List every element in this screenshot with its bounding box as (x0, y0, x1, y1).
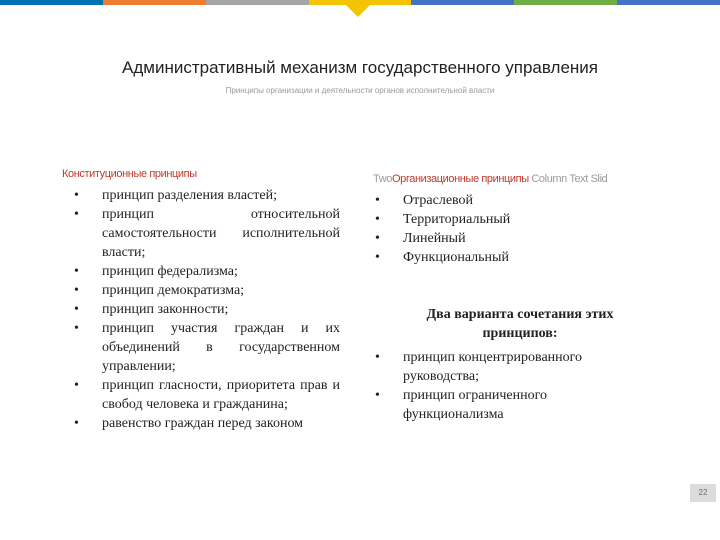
list-item: • Территориальный (375, 210, 635, 229)
list-item: • принцип ограниченного функционализма (375, 386, 635, 424)
combination-list (375, 348, 635, 424)
slide-subtitle: Принципы организации и деятельности органов исполнительной власти (225, 86, 495, 95)
list-item: • принцип гласности, приоритета прав и свобод человека и гражданина; (74, 376, 340, 414)
list-item: • равенство граждан перед законом (74, 414, 340, 433)
left-principles-list (74, 186, 340, 433)
list-item: • Отраслевой (375, 191, 635, 210)
slide-title: Административный механизм государственного управления (122, 58, 598, 77)
top-stripe-7 (617, 0, 720, 5)
list-item: • принцип демократизма; (74, 281, 340, 300)
top-stripe-1 (0, 0, 103, 5)
list-item: • Функциональный (375, 248, 635, 267)
list-item: • Линейный (375, 229, 635, 248)
right-principles-list (375, 191, 635, 267)
top-stripe-5 (411, 0, 514, 5)
heading-main: Организационные принципы (391, 173, 529, 185)
list-item: • принцип относительной самостоятельности исполнительной власти; (74, 205, 340, 262)
top-notch-triangle (346, 5, 370, 17)
page-number: 22 (690, 484, 716, 502)
heading-suffix: Column Text Slid (528, 173, 608, 185)
top-stripe-2 (103, 0, 206, 5)
list-item: • принцип концентрированного руководства; (375, 348, 635, 386)
heading-prefix: Two (373, 173, 392, 185)
top-stripe-3 (206, 0, 309, 5)
list-item: • принцип разделения властей; (74, 186, 340, 205)
right-column-heading (373, 173, 607, 185)
left-column-heading: Конституционные принципы (62, 168, 197, 180)
combination-subheading: Два варианта сочетания этих принципов: (426, 307, 614, 341)
list-item: • принцип федерализма; (74, 262, 340, 281)
list-item: • принцип законности; (74, 300, 340, 319)
top-stripe-6 (514, 0, 617, 5)
list-item: • принцип участия граждан и их объединений в государственном управлении; (74, 319, 340, 376)
